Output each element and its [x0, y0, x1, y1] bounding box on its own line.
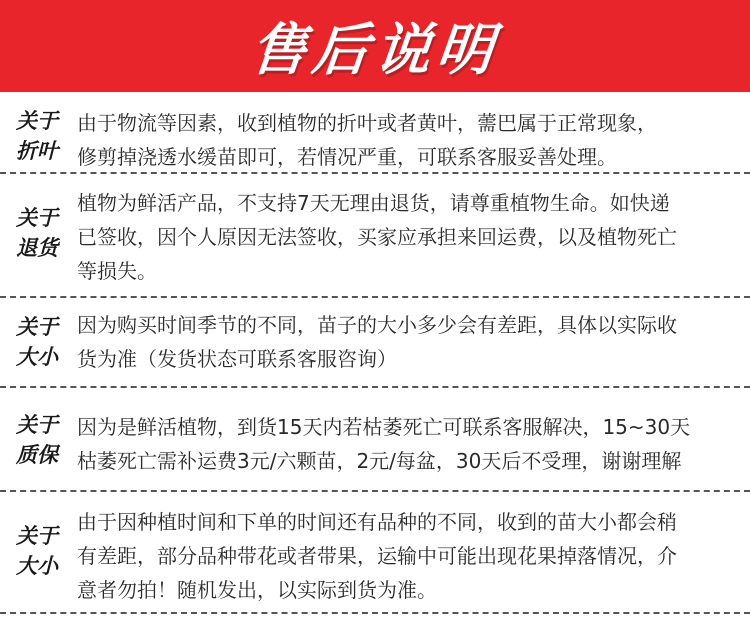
section-label-line: 关于 — [16, 206, 58, 230]
text-line: 修剪掉浇透水缓苗即可，若情况严重，可联系客服妥善处理。 — [77, 145, 617, 169]
text-line: 等损失。 — [77, 259, 157, 283]
text-line: 意者勿拍！随机发出，以实际到货为准。 — [77, 578, 437, 602]
section-label-line: 关于 — [16, 524, 58, 548]
text-line: 枯萎死亡需补运费3元/六颗苗，2元/每盆，30天后不受理，谢谢理解 — [77, 449, 682, 473]
section-label-line: 大小 — [16, 554, 58, 578]
divider — [0, 490, 750, 492]
divider — [0, 386, 750, 388]
text-line: 因为是鲜活植物，到货15天内若枯萎死亡可联系客服解决，15~30天 — [77, 415, 691, 439]
text-line: 已签收，因个人原因无法签收，买家应承担来回运费，以及植物死亡 — [77, 225, 677, 249]
section-label-returns — [8, 203, 66, 263]
text-line: 由于物流等因素，收到植物的折叶或者黄叶，薷巴属于正常现象， — [77, 111, 657, 135]
section-label-size-variance — [8, 521, 66, 581]
section-text — [77, 186, 745, 288]
section-text — [77, 410, 745, 478]
text-line: 因为购买时间季节的不同，苗子的大小多少会有差距，具体以实际收 — [77, 313, 677, 337]
section-label-line: 大小 — [16, 345, 58, 369]
page-title: 售后说明 — [247, 18, 502, 83]
divider — [0, 296, 750, 298]
section-label-line: 退货 — [16, 236, 58, 260]
section-label-line: 关于 — [16, 109, 58, 133]
section-text — [77, 505, 745, 607]
section-label-line: 质保 — [16, 443, 58, 467]
text-line: 植物为鲜活产品，不支持7天无理由退货，请尊重植物生命。如快递 — [77, 191, 670, 215]
section-label-line: 关于 — [16, 315, 58, 339]
section-label-size — [8, 312, 66, 372]
section-label-warranty — [8, 410, 66, 470]
divider — [0, 612, 750, 614]
text-line: 有差距，部分品种带花或者带果，运输中可能出现花果掉落情况，介 — [77, 544, 677, 568]
text-line: 由于因种植时间和下单的时间还有品种的不同，收到的苗大小都会稍 — [77, 510, 677, 534]
section-label-fold-leaf — [8, 106, 66, 166]
section-text — [77, 308, 745, 376]
section-text — [77, 106, 745, 174]
text-line: 货为准（发货状态可联系客服咨询） — [77, 347, 397, 371]
section-label-line: 折叶 — [16, 139, 58, 163]
header-banner — [0, 0, 750, 92]
section-label-line: 关于 — [16, 413, 58, 437]
